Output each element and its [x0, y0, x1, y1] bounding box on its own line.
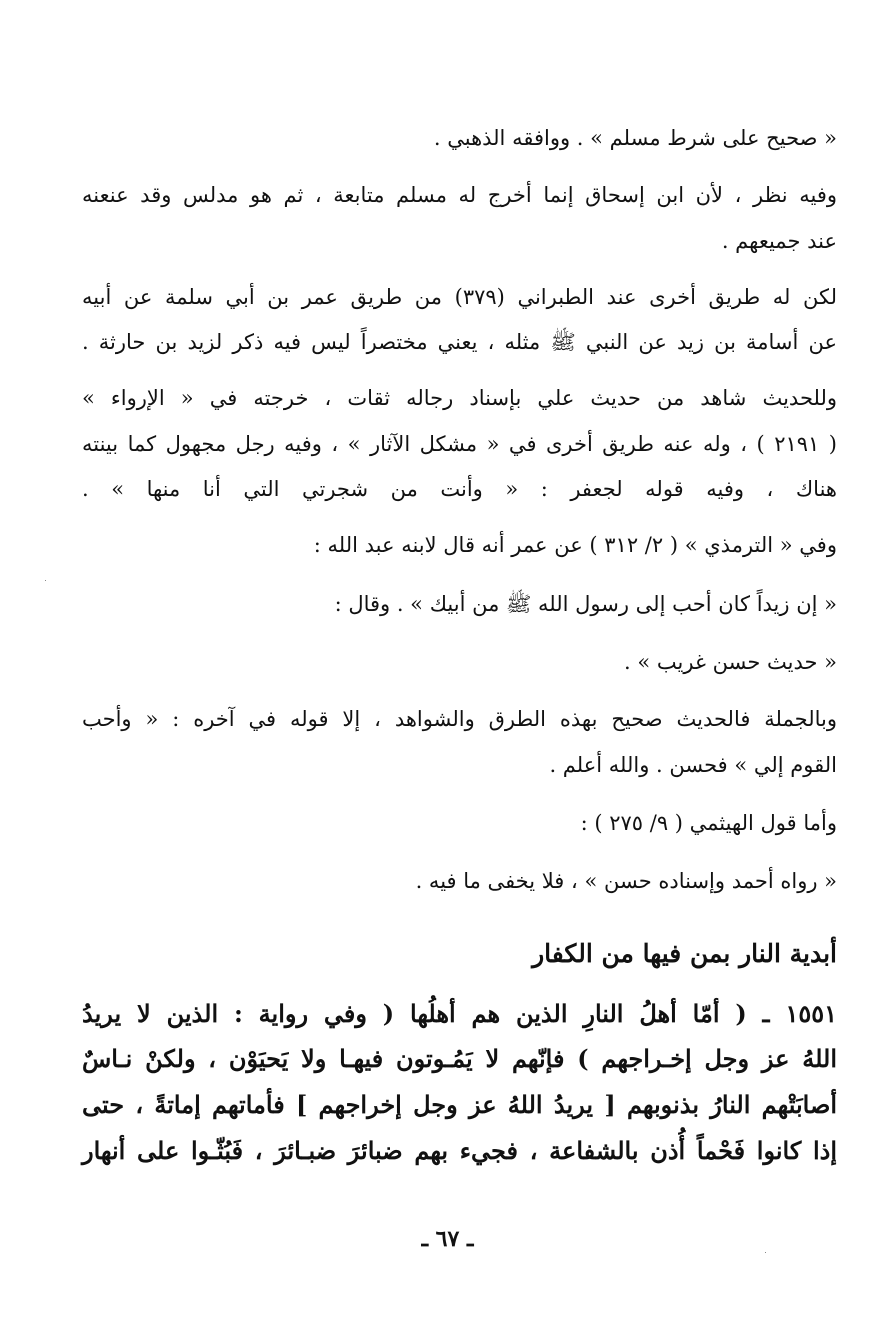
- text-line-11: « حديث حسن غريب » .: [624, 650, 837, 674]
- scan-speck: [45, 580, 46, 581]
- hadith-line-3: أصابَتْهم النارُ بذنوبهم [ يريدُ اللهُ عز وجل إخراجهم ] فأماتهم إماتةً ، حتى: [82, 1090, 837, 1119]
- hadith-line-4: إذا كانوا فَحْماً أُذن بالشفاعة ، فجيء بهم ضبائرَ ضبـائرَ ، فَبُثّـوا على أنهار: [82, 1136, 837, 1165]
- text-line-10: « إن زيداً كان أحب إلى رسول الله ﷺ من أبيك » . وقال :: [334, 592, 837, 616]
- text-line-2: وفيه نظر ، لأن ابن إسحاق إنما أخرج له مسلم متابعة ، ثم هو مدلس وقد عنعنه: [82, 183, 837, 207]
- text-line-14: وأما قول الهيثمي ( ٩/ ٢٧٥ ) :: [580, 811, 837, 835]
- text-line-3: عند جميعهم .: [721, 229, 837, 253]
- text-line-1: « صحيح على شرط مسلم » . ووافقه الذهبي .: [433, 126, 837, 150]
- text-line-15: « رواه أحمد وإسناده حسن » ، فلا يخفى ما فيه .: [415, 869, 837, 893]
- text-line-8: هناك ، وفيه قوله لجعفر : « وأنت من شجرتي التي أنا منها » .: [82, 477, 837, 501]
- text-line-5: عن أسامة بن زيد عن النبي ﷺ مثله ، يعني مختصراً ليس فيه ذكر لزيد بن حارثة .: [82, 330, 837, 354]
- text-line-6: وللحديث شاهد من حديث علي بإسناد رجاله ثقات ، خرجته في « الإرواء »: [82, 386, 837, 410]
- hadith-line-1: ١٥٥١ ـ ( أمّا أهلُ النارِ الذين هم أهلُها ( وفي رواية : الذين لا يريدُ: [82, 999, 837, 1028]
- page-number: ـ ٦٧ ـ: [421, 1226, 474, 1252]
- section-heading: أبدية النار بمن فيها من الكفار: [532, 939, 837, 968]
- text-line-13: القوم إلي » فحسن . والله أعلم .: [549, 753, 837, 777]
- hadith-line-2: اللهُ عز وجل إخـراجهم ) فإنّهم لا يَمُـوتون فيهـا ولا يَحيَوْن ، ولكنْ نـاسٌ: [82, 1044, 838, 1073]
- text-line-4: لكن له طريق أخرى عند الطبراني (٣٧٩) من طريق عمر بن أبي سلمة عن أبيه: [82, 285, 838, 309]
- text-line-7: ( ٢١٩١ ) ، وله عنه طريق أخرى في « مشكل الآثار » ، وفيه رجل مجهول كما بينته: [82, 432, 837, 456]
- text-line-12: وبالجملة فالحديث صحيح بهذه الطرق والشواهد ، إلا قوله في آخره : « وأحب: [82, 707, 837, 731]
- scan-speck: [765, 1252, 766, 1253]
- text-line-9: وفي « الترمذي » ( ٢/ ٣١٢ ) عن عمر أنه قال لابنه عبد الله :: [313, 533, 837, 557]
